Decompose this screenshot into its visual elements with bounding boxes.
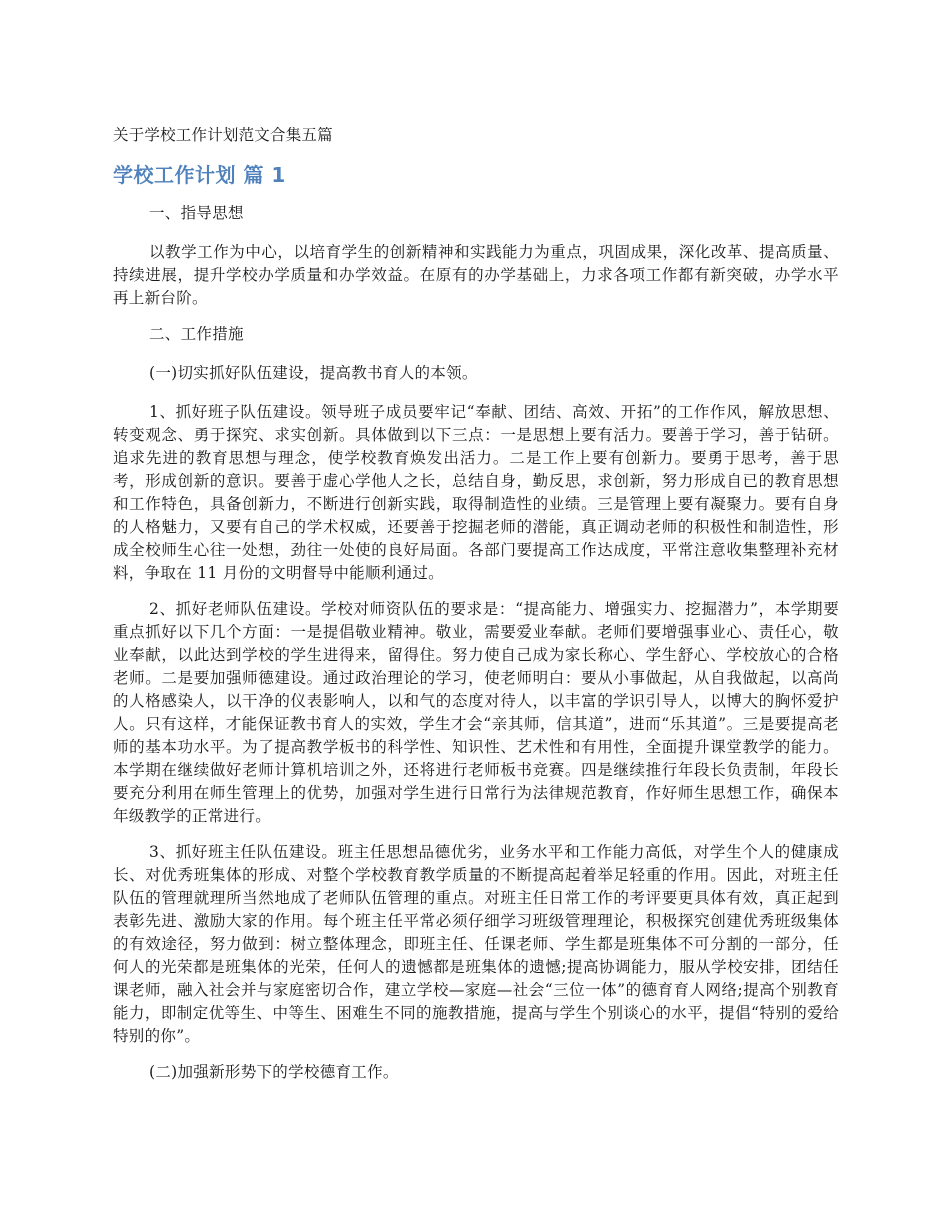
document-title: 关于学校工作计划范文合集五篇 [113, 126, 333, 144]
paragraph-class-teacher-team: 3、抓好班主任队伍建设。班主任思想品德优劣，业务水平和工作能力高低，对学生个人的健康成长、对优秀班集体的形成、对整个学校教育教学质量的不断提高起着举足轻重的作用。因此，对班主任队伍的管理就理所当然地成了老师队伍管理的重点。对班主任日常工作的考评要更具体有效，真正起到表彰先进、激励大家的作用。每个班主任平常必须仔细学习班级管理理论，积极探究创建优秀班级集体的有效途径，努力做到：树立整体理念，即班主任、任课老师、学生都是班集体不可分割的一部分，任何人的光荣都是班集体的光荣，任何人的遗憾都是班集体的遗憾;提高协调能力，服从学校安排，团结任课老师，融入社会并与家庭密切合作，建立学校—家庭—社会“三位一体”的德育育人网络;提高个别教育能力，即制定优等生、中等生、困难生不同的施教措施，提高与学生个别谈心的水平，提倡“特别的爱给特别的你”。 [113, 843, 839, 1045]
subheading-work-measures: 二、工作措施 [149, 325, 244, 343]
paragraph-teacher-team: 2、抓好老师队伍建设。学校对师资队伍的要求是：“提高能力、增强实力、挖掘潜力”，本学期要重点抓好以下几个方面：一是提倡敬业精神。敬业，需要爱业奉献。老师们要增强事业心、责任心，敬业奉献，以此达到学校的学生进得来，留得住。努力使自己成为家长称心、学生舒心、学校放心的合格老师。二是要加强师德建设。通过政治理论的学习，使老师明白：要从小事做起，从自我做起，以高尚的人格感染人，以干净的仪表影响人，以和气的态度对待人，以丰富的学识引导人，以博大的胸怀爱护人。只有这样，才能保证教书育人的实效，学生才会“亲其师，信其道”，进而“乐其道”。三是要提高老师的基本功水平。为了提高教学板书的科学性、知识性、艺术性和有用性，全面提升课堂教学的能力。本学期在继续做好老师计算机培训之外，还将进行老师板书竞赛。四是继续推行年段长负责制，年段长要充分利用在师生管理上的优势，加强对学生进行日常行为法律规范教育，作好师生思想工作，确保本年级教学的正常进行。 [113, 600, 839, 825]
subheading-guiding-thought: 一、指导思想 [149, 204, 244, 222]
paragraph-leadership-team: 1、抓好班子队伍建设。领导班子成员要牢记“奉献、团结、高效、开拓”的工作作风，解放思想、转变观念、勇于探究、求实创新。具体做到以下三点：一是思想上要有活力。要善于学习，善于钻研。追求先进的教育思想与理念，使学校教育焕发出活力。二是工作上要有创新力。要勇于思考，善于思考，形成创新的意识。要善于虚心学他人之长，总结自身，勤反思，求创新，努力形成自已的教育思想和工作特色，具备创新力，不断进行创新实践，取得制造性的业绩。三是管理上要有凝聚力。要有自身的人格魅力，又要有自己的学术权威，还要善于挖掘老师的潜能，真正调动老师的积极性和制造性，形成全校师生心往一处想，劲往一处使的良好局面。各部门要提高工作达成度，平常注意收集整理补充材料，争取在 11 月份的文明督导中能顺利通过。 [113, 403, 839, 582]
subheading-team-building: (一)切实抓好队伍建设，提高教书育人的本领。 [149, 364, 478, 382]
subheading-moral-education: (二)加强新形势下的学校德育工作。 [149, 1063, 399, 1081]
document-page [113, 124, 839, 1100]
section-heading: 学校工作计划 篇 1 [113, 163, 286, 187]
paragraph-guiding-thought: 以教学工作为中心，以培育学生的创新精神和实践能力为重点，巩固成果，深化改革、提高质量、持续进展，提升学校办学质量和办学效益。在原有的办学基础上，力求各项工作都有新突破，办学水平再上新台阶。 [113, 243, 839, 307]
